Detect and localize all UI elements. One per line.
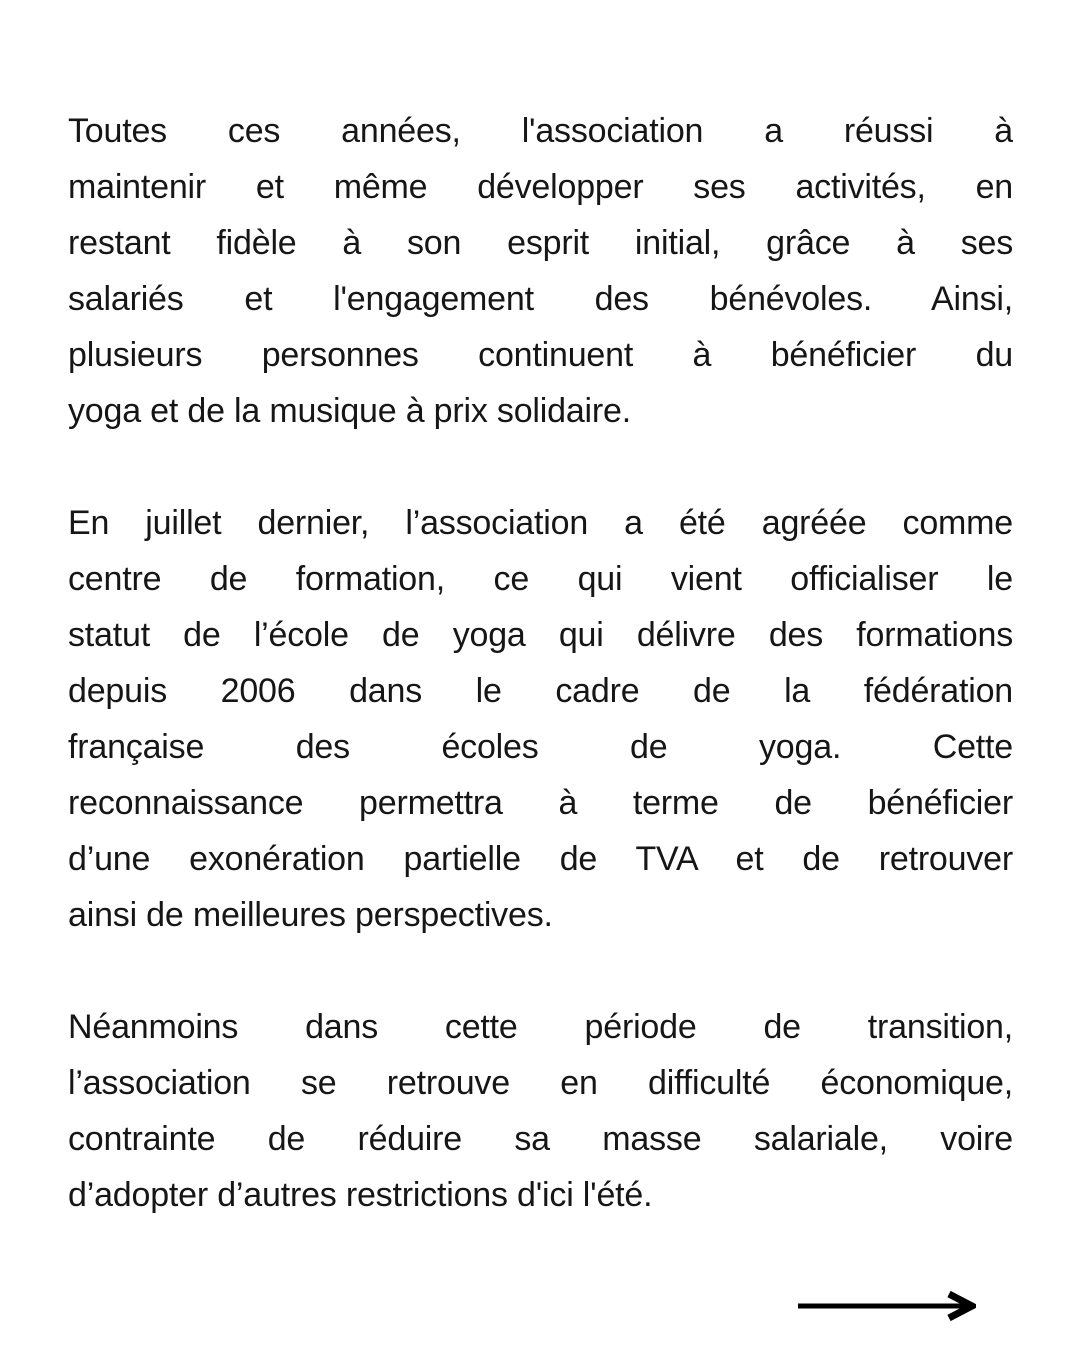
text-line: centre de formation, ce qui vient officialiser le <box>68 560 1013 598</box>
text-line: En juillet dernier, l’association a été agréée comme <box>68 504 1013 542</box>
text-line: maintenir et même développer ses activités, en <box>68 168 1013 206</box>
text-line: d’adopter d’autres restrictions d'ici l'été. <box>68 1176 653 1214</box>
text-line: française des écoles de yoga. Cette <box>68 728 1013 766</box>
text-line: Toutes ces années, l'association a réussi à <box>68 112 1013 150</box>
text-line: salariés et l'engagement des bénévoles. Ainsi, <box>68 280 1013 318</box>
text-line: ainsi de meilleures perspectives. <box>68 896 553 934</box>
text-line: reconnaissance permettra à terme de bénéficier <box>68 784 1013 822</box>
text-line: d’une exonération partielle de TVA et de retrouver <box>68 840 1013 878</box>
text-line: yoga et de la musique à prix solidaire. <box>68 392 631 430</box>
text-line: contrainte de réduire sa masse salariale, voire <box>68 1120 1013 1158</box>
paragraph <box>68 999 1013 1223</box>
paragraph <box>68 495 1013 943</box>
arrow-right-icon <box>796 1287 976 1325</box>
text-line: plusieurs personnes continuent à bénéficier du <box>68 336 1013 374</box>
paragraph <box>68 103 1013 439</box>
text-line: depuis 2006 dans le cadre de la fédération <box>68 672 1013 710</box>
text-line: l’association se retrouve en difficulté économique, <box>68 1064 1013 1102</box>
body-text <box>68 103 1013 1223</box>
text-line: restant fidèle à son esprit initial, grâce à ses <box>68 224 1013 262</box>
text-line: statut de l’école de yoga qui délivre des formations <box>68 616 1013 654</box>
text-line: Néanmoins dans cette période de transition, <box>68 1008 1013 1046</box>
